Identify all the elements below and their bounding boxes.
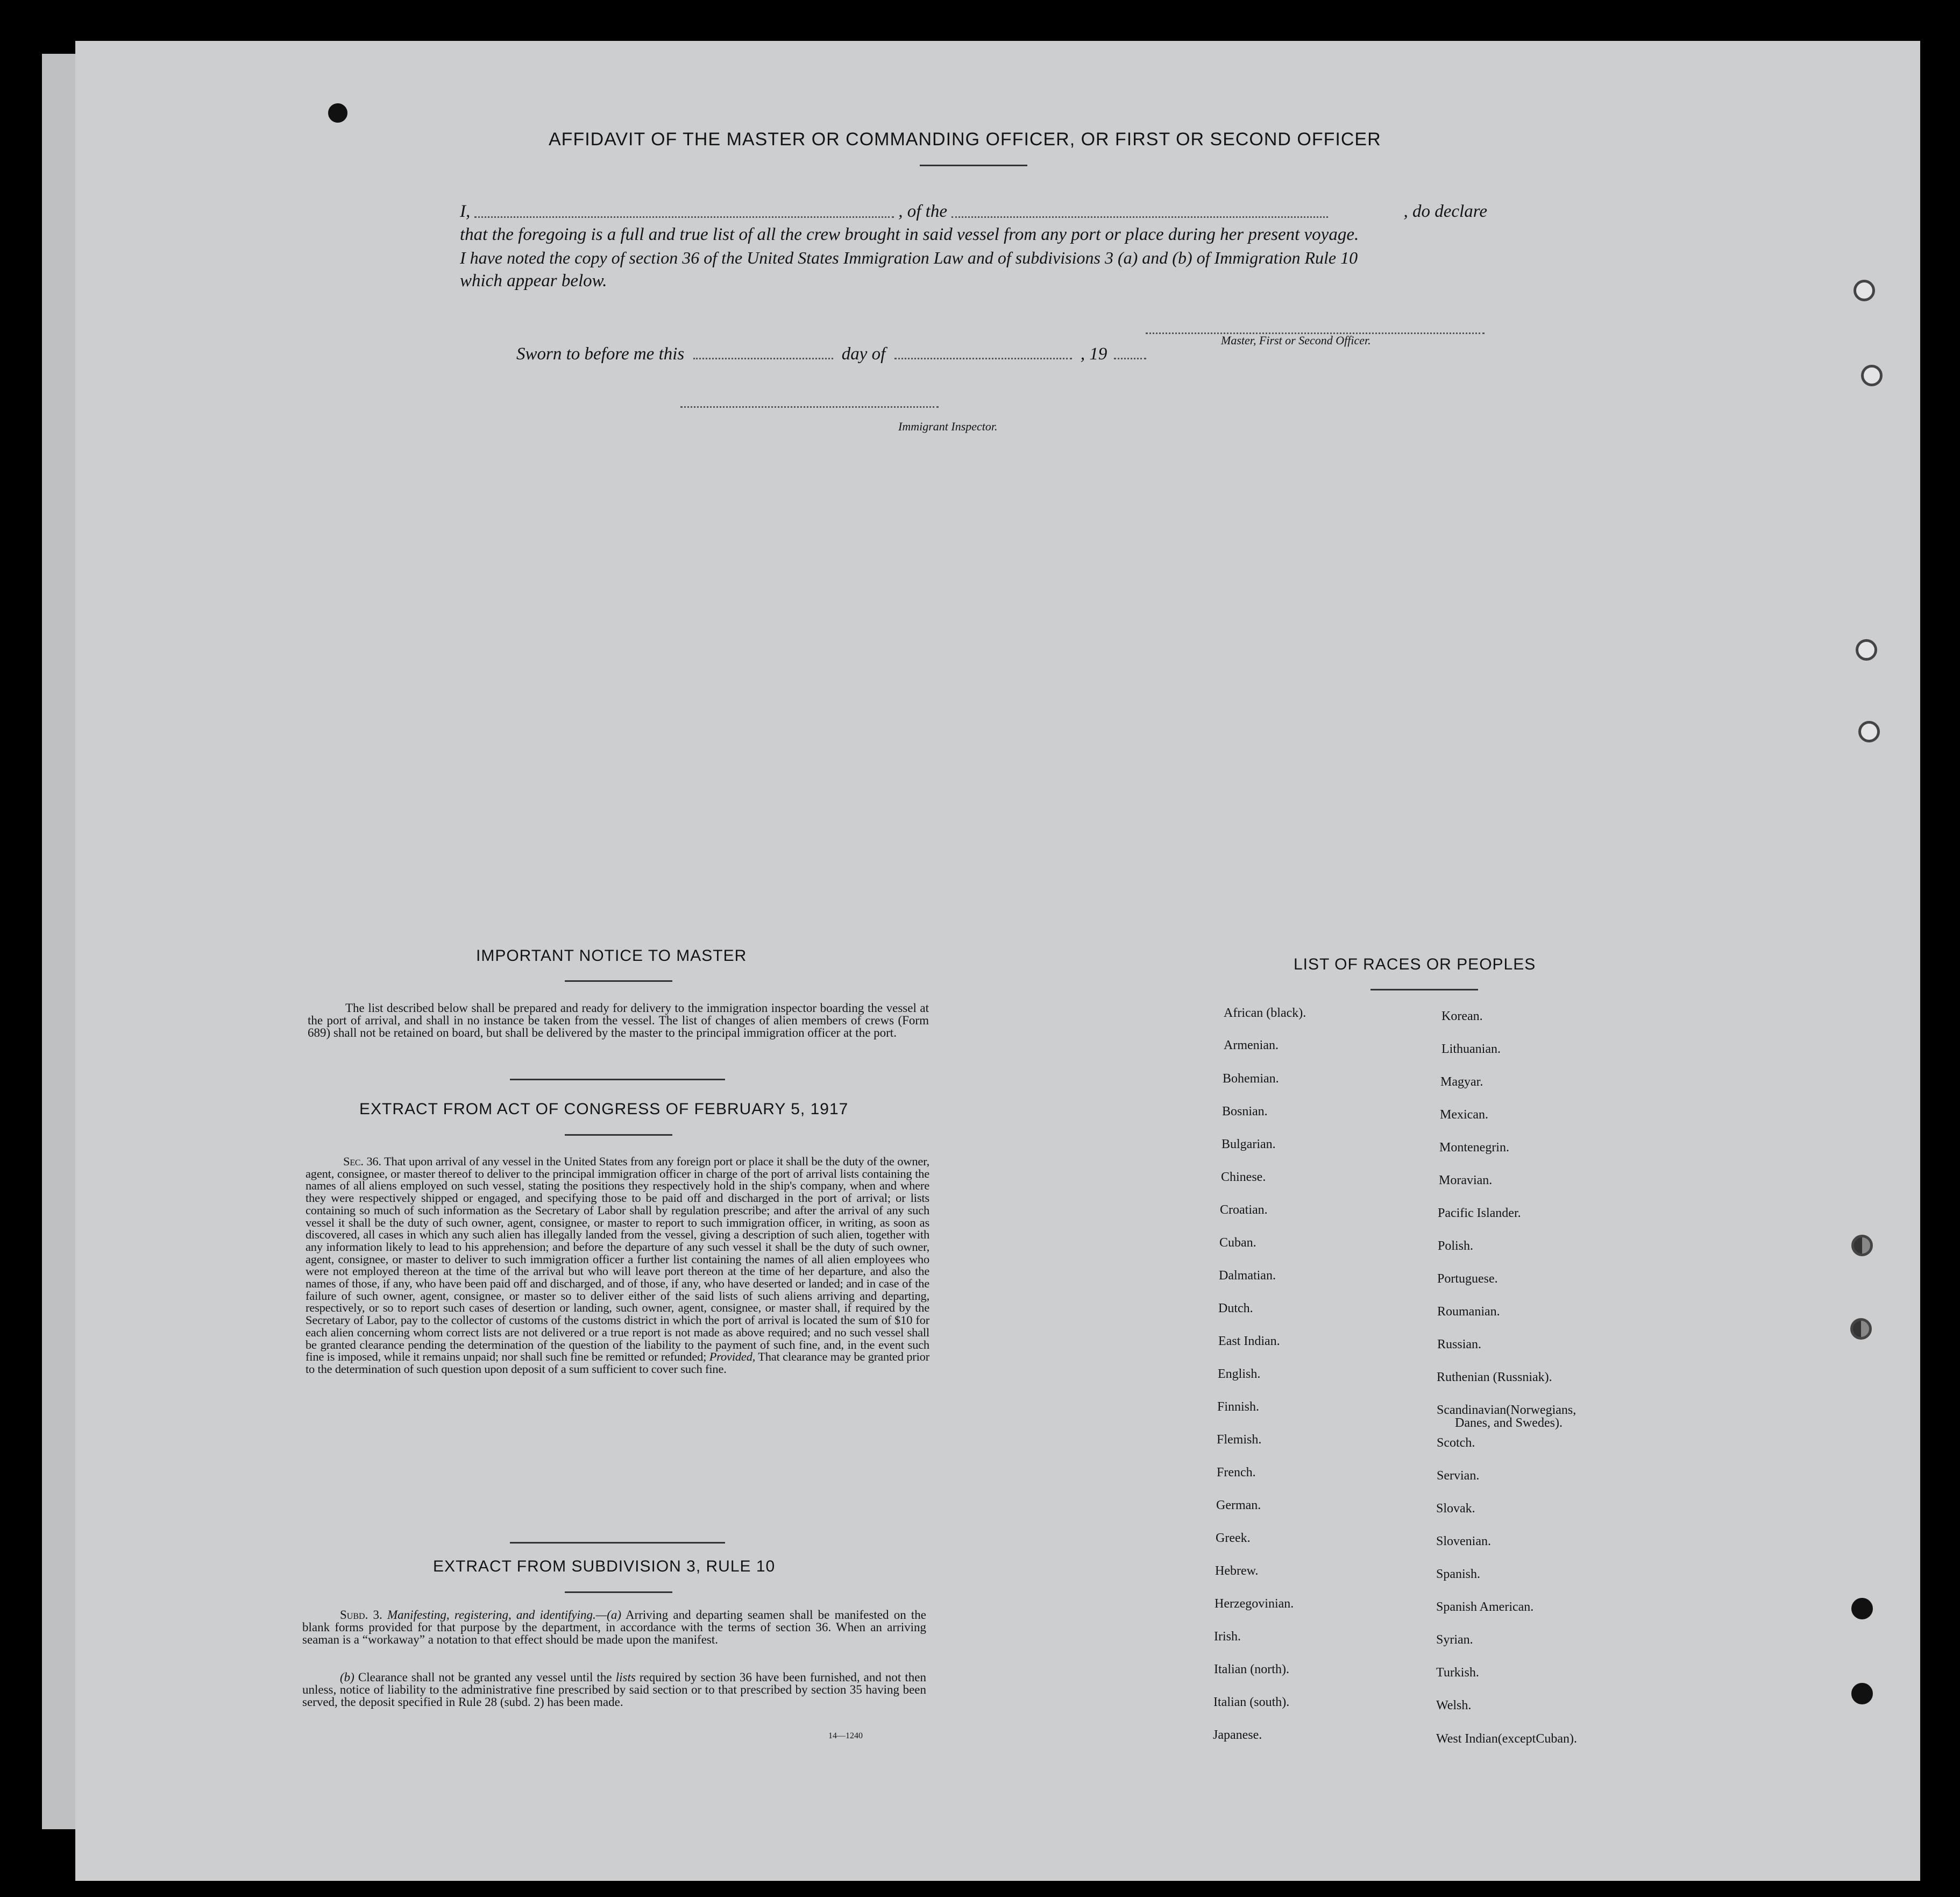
title-underline: [920, 165, 1027, 166]
notice-heading-underline: [565, 980, 672, 982]
race-item: Cuban.: [1219, 1236, 1256, 1250]
form-sheet: [75, 41, 1920, 1881]
section-divider: [510, 1079, 725, 1080]
race-item: Finnish.: [1217, 1400, 1260, 1414]
para-b-text-1: Clearance shall not be granted any vessel until the: [358, 1671, 612, 1684]
affidavit-of-the: , of the: [898, 202, 947, 221]
race-item: Chinese.: [1221, 1170, 1266, 1184]
binder-hole-icon: [1858, 721, 1880, 742]
race-item: Herzegovinian.: [1215, 1597, 1294, 1611]
vessel-blank[interactable]: [951, 216, 1328, 218]
binder-hole-icon: [1861, 365, 1883, 386]
affidavit-line-4: which appear below.: [460, 271, 607, 291]
race-item: Welsh.: [1436, 1698, 1472, 1712]
para-b-text-2: required by section 36 have been furnished, and not then unless, notice of liability to the administrative fine prescribed by said section or to that prescribed by section 35 having been served, the deposit specified in Rule 28 (subd. 2) has been made.: [302, 1671, 927, 1709]
race-item: Montenegrin.: [1439, 1141, 1509, 1155]
affidavit-line-2: that the foregoing is a full and true list of all the crew brought in said vessel from any port or place during her present voyage.: [460, 225, 1359, 244]
binder-hole-icon: [1850, 1318, 1872, 1340]
race-item: Spanish.: [1436, 1567, 1481, 1581]
inspector-signature-label: Immigrant Inspector.: [898, 420, 998, 433]
race-item: West Indian(exceptCuban).: [1436, 1732, 1577, 1746]
race-item: Syrian.: [1436, 1633, 1473, 1647]
binder-hole-icon: [1851, 1598, 1873, 1619]
affidavit-line-3: I have noted the copy of section 36 of the United States Immigration Law and of subdivisions 3 (a) and (b) of Immigration Rule 10: [460, 248, 1358, 267]
affidavit-title: AFFIDAVIT OF THE MASTER OR COMMANDING OFFICER, OR FIRST OR SECOND OFFICER: [549, 129, 1381, 150]
affidavit-line-1: [460, 200, 1487, 223]
race-item: Armenian.: [1224, 1038, 1279, 1052]
race-item: Spanish American.: [1436, 1600, 1534, 1614]
binder-hole-icon: [1851, 1683, 1873, 1704]
race-item: Hebrew.: [1215, 1564, 1259, 1578]
sworn-day-of: day of: [841, 344, 886, 364]
affidavit-declare: , do declare: [1403, 202, 1487, 221]
notice-text: The list described below shall be prepared and ready for delivery to the immigration inspector boarding the vessel at the port of arrival, and shall in no instance be taken from the vessel. The list of changes of alien members of crews (Form 689) shall not be retained on board, but shall be delivered by the master to the principal immigration officer at the port.: [308, 1001, 929, 1039]
race-item: Slovenian.: [1436, 1534, 1491, 1548]
race-item: Danes, and Swedes).: [1455, 1416, 1563, 1430]
race-item: Magyar.: [1440, 1075, 1483, 1089]
act-text-end: That clearance may be granted prior to the determination of such question upon deposit of a sum sufficient to cover such fine.: [306, 1350, 929, 1376]
race-item: Bulgarian.: [1222, 1137, 1276, 1151]
race-item: Lithuanian.: [1441, 1042, 1501, 1056]
race-item: Moravian.: [1439, 1173, 1493, 1187]
para-b-label: (b): [340, 1671, 354, 1684]
inspector-signature-blank[interactable]: [680, 406, 939, 408]
act-heading-underline: [565, 1134, 672, 1136]
race-item: Portuguese.: [1437, 1272, 1498, 1286]
race-item: Mexican.: [1440, 1108, 1488, 1122]
race-item: Korean.: [1441, 1009, 1483, 1023]
name-blank[interactable]: [474, 216, 894, 218]
subd-label: Subd. 3.: [340, 1608, 382, 1622]
punch-mark-icon: [328, 103, 347, 123]
race-item: Bohemian.: [1223, 1072, 1279, 1086]
sec-label: Sec. 36.: [343, 1155, 381, 1168]
race-item: Dalmatian.: [1219, 1269, 1276, 1283]
rule-para-a-text: Arriving and departing seamen shall be manifested on the blank forms provided for that purpose by the department, in accordance with the terms of section 36. When an arriving seaman is a “workaway” a notation to that effect should be made upon the manifest.: [302, 1608, 927, 1646]
provided-label: Provided,: [709, 1350, 756, 1364]
sworn-year: , 19: [1080, 344, 1107, 364]
race-item: Bosnian.: [1222, 1105, 1268, 1119]
race-item: Dutch.: [1218, 1301, 1253, 1315]
sworn-year-blank[interactable]: [1114, 358, 1146, 359]
race-item: Greek.: [1216, 1531, 1251, 1545]
rule-para-a: [302, 1609, 926, 1646]
sworn-month-blank[interactable]: [894, 358, 1072, 359]
race-item: Turkish.: [1436, 1666, 1479, 1680]
sworn-day-blank[interactable]: [693, 358, 833, 359]
race-item: Italian (north).: [1214, 1662, 1289, 1676]
act-text: That upon arrival of any vessel in the United States from any foreign port or place it shall be the duty of the owner, agent, consignee, or master thereof to deliver to the principal immigration officer in charge of the port of arrival lists containing the names of all aliens employed on such vessel, stating the positions they respectively hold in the ship's company, when and where they were respectively shipped or engaged, and specifying those to be paid off and discharged in the port of arrival; or lists containing so much of such information as the Secretary of Labor shall by regulation prescribe; and after the arrival of any such vessel it shall be the duty of such owner, agent, consignee, or master to report to such immigration officer, in writing, as soon as discovered, all cases in which any such alien has illegally landed from the vessel, giving a description of such alien, together with any information likely to lead to his apprehension; and before the departure of any such vessel it shall be the duty of such owner, agent, consignee, or master to deliver to such immigration officer a further list containing the names of all alien employees who were not employed thereon at the time of the arrival but who will leave port thereon at the time of her departure, and also the names of those, if any, who have been paid off and discharged, and of those, if any, who have deserted or landed; and in case of the failure of such owner, agent, consignee, or master so to deliver either of the said lists of such aliens arriving and departing, respectively, or so to report such cases of desertion or landing, such owner, agent, consignee, or master shall, if required by the Secretary of Labor, pay to the collector of customs of the customs district in which the port of arrival is located the sum of $10 for each alien concerning whom correct lists are not delivered or a true report is not made as above required; and no such vessel shall be granted clearance pending the determination of the question of the liability to the payment of such fine, and, in the event such fine is imposed, while it remains unpaid; nor shall such fine be remitted or refunded;: [306, 1155, 929, 1364]
master-signature-label: Master, First or Second Officer.: [1221, 334, 1371, 347]
binder-hole-icon: [1856, 639, 1877, 661]
act-extract-heading: EXTRACT FROM ACT OF CONGRESS OF FEBRUARY 5, 1917: [359, 1100, 849, 1118]
race-item: East Indian.: [1218, 1334, 1280, 1348]
race-item: Italian (south).: [1213, 1695, 1290, 1709]
race-item: Servian.: [1437, 1469, 1480, 1483]
section-divider: [510, 1542, 725, 1544]
act-extract-text: [306, 1156, 929, 1376]
race-item: Polish.: [1438, 1239, 1474, 1253]
race-item: German.: [1216, 1498, 1261, 1512]
binder-hole-icon: [1851, 1235, 1873, 1256]
race-item: Scotch.: [1437, 1436, 1475, 1450]
race-item: Slovak.: [1436, 1502, 1475, 1516]
race-item: Irish.: [1214, 1630, 1241, 1644]
race-item: Croatian.: [1220, 1203, 1268, 1217]
para-b-lists: lists: [615, 1671, 636, 1684]
sworn-prefix: Sworn to before me this: [516, 344, 685, 364]
affidavit-body: [460, 200, 1487, 293]
rule-extract-heading: EXTRACT FROM SUBDIVISION 3, RULE 10: [433, 1558, 776, 1575]
race-item: Ruthenian (Russniak).: [1437, 1370, 1552, 1384]
subd-title: Manifesting, registering, and identifying.—(a): [387, 1608, 621, 1622]
race-item: French.: [1217, 1466, 1256, 1480]
race-item: Flemish.: [1217, 1433, 1262, 1447]
rule-para-b: [302, 1671, 926, 1708]
race-item: English.: [1218, 1367, 1261, 1381]
race-item: Japanese.: [1213, 1728, 1262, 1742]
affidavit-i: I,: [460, 202, 471, 221]
notice-heading: IMPORTANT NOTICE TO MASTER: [476, 947, 747, 965]
page-edge-strip: [42, 54, 76, 1829]
races-heading-underline: [1370, 989, 1478, 990]
race-item: Scandinavian(Norwegians,: [1437, 1403, 1576, 1417]
sworn-line: [516, 344, 1146, 364]
rule-heading-underline: [565, 1591, 672, 1593]
race-item: Russian.: [1437, 1337, 1482, 1351]
race-item: Roumanian.: [1437, 1305, 1500, 1319]
form-number: 14—1240: [828, 1731, 863, 1740]
binder-hole-icon: [1854, 280, 1875, 301]
race-item: Pacific Islander.: [1438, 1206, 1521, 1220]
race-item: African (black).: [1224, 1006, 1306, 1020]
races-heading: LIST OF RACES OR PEOPLES: [1294, 955, 1536, 973]
